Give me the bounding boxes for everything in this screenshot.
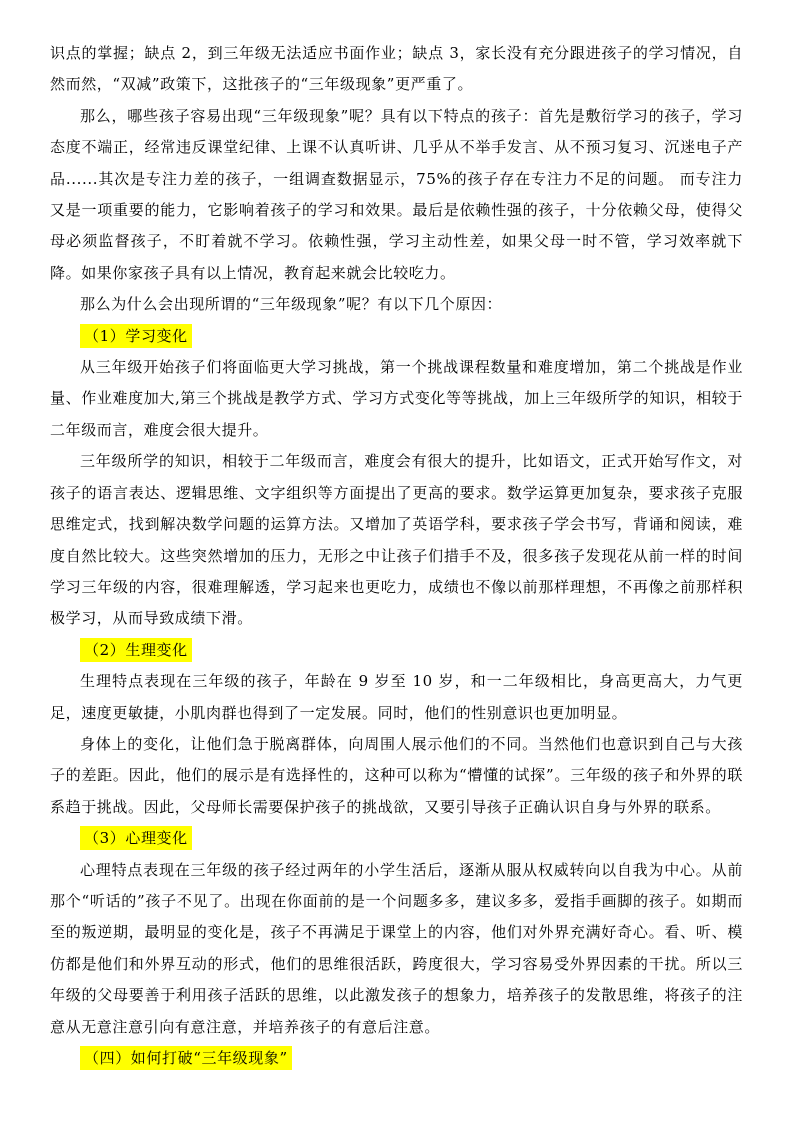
- paragraph-who-is-affected: 那么，哪些孩子容易出现“三年级现象”呢？具有以下特点的孩子：首先是敷衍学习的孩子，学习态度不端正，经常违反课堂纪律、上课不认真听讲、几乎从不举手发言、从不预习复习、沉迷电子产品......其次是专注力差的孩子，一组调查数据显示，75%的孩子存在专注力不足的问题。 而专注力又是一项重要的能力，它影响着孩子的学习和效果。最后是依赖性强的孩子，十分依赖父母，使得父母必须监督孩子，不盯着就不学习。依赖性强，学习主动性差，如果父母一时不管，学习效率就下降。如果你家孩子具有以上情况，教育起来就会比较吃力。: [50, 106, 743, 282]
- paragraph-study-change-2: 三年级所学的知识，相较于二年级而言，难度会有很大的提升，比如语文，正式开始写作文，对孩子的语言表达、逻辑思维、文字组织等方面提出了更高的要求。数学运算更加复杂，要求孩子克服思维定式，找到解决数学问题的运算方法。又增加了英语学科，要求孩子学会书写，背诵和阅读，难度自然比较大。这些突然增加的压力，无形之中让孩子们措手不及，很多孩子发现花从前一样的时间学习三年级的内容，很难理解透，学习起来也更吃力，成绩也不像以前那样理想，不再像之前那样积极学习，从而导致成绩下滑。: [50, 452, 743, 628]
- paragraph-physical-change-1: 生理特点表现在三年级的孩子，年龄在 9 岁至 10 岁，和一二年级相比，身高更高大，力气更足，速度更敏捷，小肌肉群也得到了一定发展。同时，他们的性别意识也更加明显。: [50, 672, 743, 722]
- section-heading-physical-change: [50, 635, 743, 666]
- paragraph-psychological-change: 心理特点表现在三年级的孩子经过两年的小学生活后，逐渐从服从权威转向以自我为中心。从前那个“听话的”孩子不见了。出现在你面前的是一个问题多多，建议多多，爱指手画脚的孩子。如期而至的叛逆期，最明显的变化是，孩子不再满足于课堂上的内容，他们对外界充满好奇心。看、听、模仿都是他们和外界互动的形式，他们的思维很活跃，跨度很大，学习容易受外界因素的干扰。所以三年级的父母要善于利用孩子活跃的思维，以此激发孩子的想象力，培养孩子的发散思维，将孩子的注意从无意注意引向有意注意，并培养孩子的有意后注意。: [50, 860, 743, 1036]
- section-heading-psychological-change: [50, 823, 743, 854]
- paragraph-intro-continuation: 识点的掌握；缺点 2，到三年级无法适应书面作业；缺点 3，家长没有充分跟进孩子的学习情况，自然而然，“双减”政策下，这批孩子的“三年级现象”更严重了。: [50, 44, 743, 94]
- paragraph-study-change-1: 从三年级开始孩子们将面临更大学习挑战，第一个挑战课程数量和难度增加，第二个挑战是作业量、作业难度加大,第三个挑战是教学方式、学习方式变化等等挑战，加上三年级所学的知识，相较于二年级而言，难度会很大提升。: [50, 358, 743, 439]
- highlighted-heading-text: （2）生理变化: [80, 638, 192, 662]
- paragraph-physical-change-2: 身体上的变化，让他们急于脱离群体，向周围人展示他们的不同。当然他们也意识到自己与大孩子的差距。因此，他们的展示是有选择性的，这种可以称为“懵懂的试探”。三年级的孩子和外界的联系趋于挑战。因此，父母师长需要保护孩子的挑战欲，又要引导孩子正确认识自身与外界的联系。: [50, 734, 743, 816]
- highlighted-heading-text: （3）心理变化: [80, 826, 192, 850]
- highlighted-heading-text: （1）学习变化: [80, 324, 192, 348]
- highlighted-heading-text: （四）如何打破“三年级现象”: [80, 1046, 292, 1070]
- section-heading-how-to-break: [50, 1043, 743, 1074]
- paragraph-why-question: 那么为什么会出现所谓的“三年级现象”呢？有以下几个原因：: [80, 295, 503, 314]
- section-heading-study-change: [50, 321, 743, 352]
